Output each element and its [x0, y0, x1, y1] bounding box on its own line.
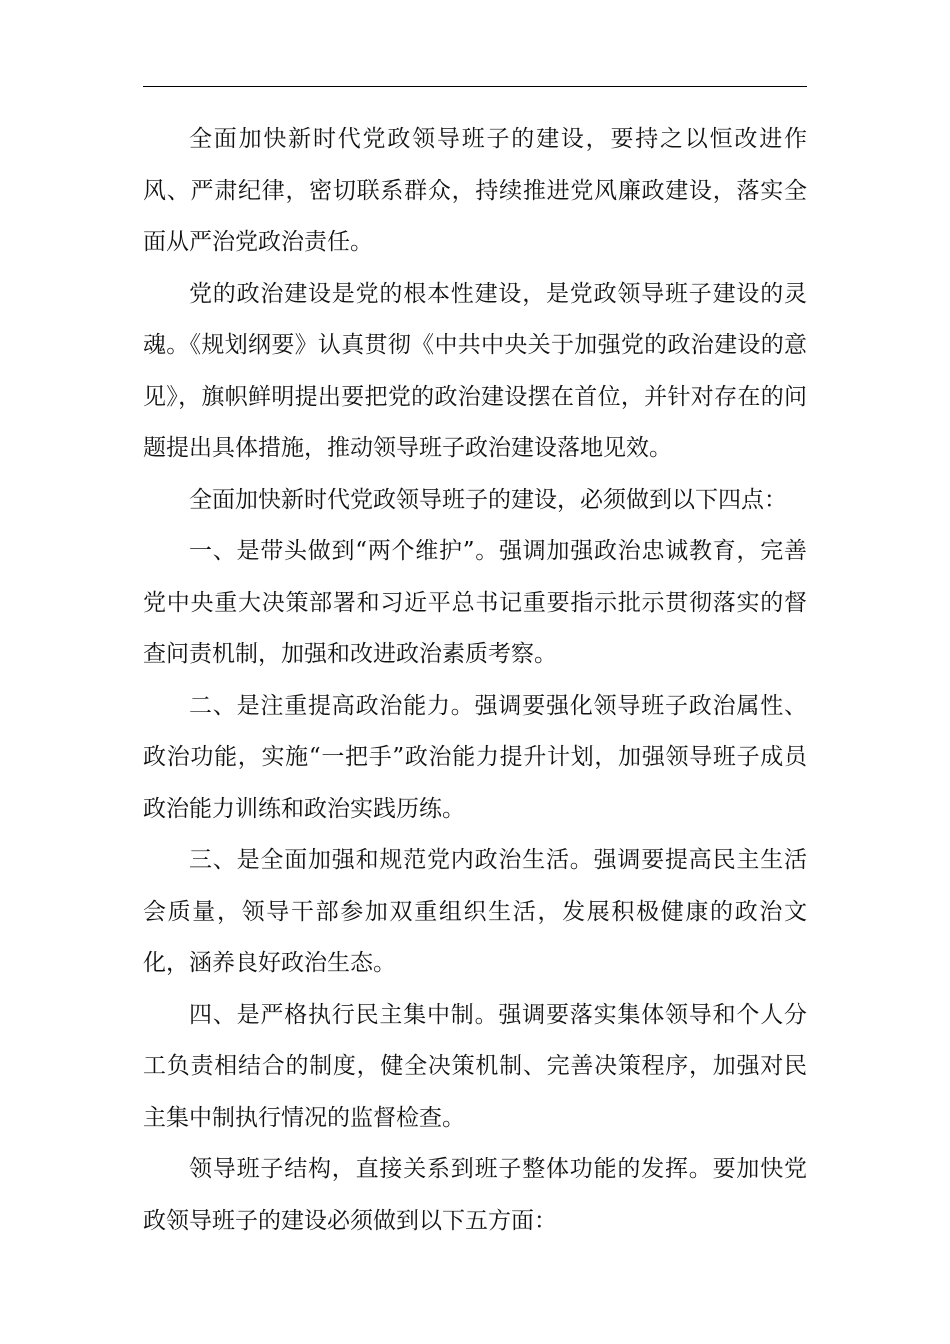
paragraph: 党的政治建设是党的根本性建设，是党政领导班子建设的灵魂。《规划纲要》认真贯彻《中共中央关于加强党的政治建设的意见》，旗帜鲜明提出要把党的政治建设摆在首位，并针对存在的问题提出具体措施，推动领导班子政治建设落地见效。 [143, 280, 807, 461]
paragraph: 全面加快新时代党政领导班子的建设，要持之以恒改进作风、严肃纪律，密切联系群众，持续推进党风廉政建设，落实全面从严治党政治责任。 [143, 126, 807, 255]
paragraph: 领导班子结构，直接关系到班子整体功能的发挥。要加快党政领导班子的建设必须做到以下五方面： [143, 1156, 807, 1234]
header-rule [143, 86, 807, 87]
document-body [143, 114, 807, 1247]
paragraph: 二、是注重提高政治能力。强调要强化领导班子政治属性、政治功能，实施“一把手”政治能力提升计划，加强领导班子成员政治能力训练和政治实践历练。 [143, 692, 807, 822]
paragraph: 全面加快新时代党政领导班子的建设，必须做到以下四点： [189, 486, 787, 513]
paragraph: 三、是全面加强和规范党内政治生活。强调要提高民主生活会质量，领导干部参加双重组织生活，发展积极健康的政治文化，涵养良好政治生态。 [143, 847, 807, 976]
paragraph: 一、是带头做到“两个维护”。强调加强政治忠诚教育，完善党中央重大决策部署和习近平总书记重要指示批示贯彻落实的督查问责机制，加强和改进政治素质考察。 [143, 538, 807, 667]
paragraph: 四、是严格执行民主集中制。强调要落实集体领导和个人分工负责相结合的制度，健全决策机制、完善决策程序，加强对民主集中制执行情况的监督检查。 [143, 1001, 807, 1131]
